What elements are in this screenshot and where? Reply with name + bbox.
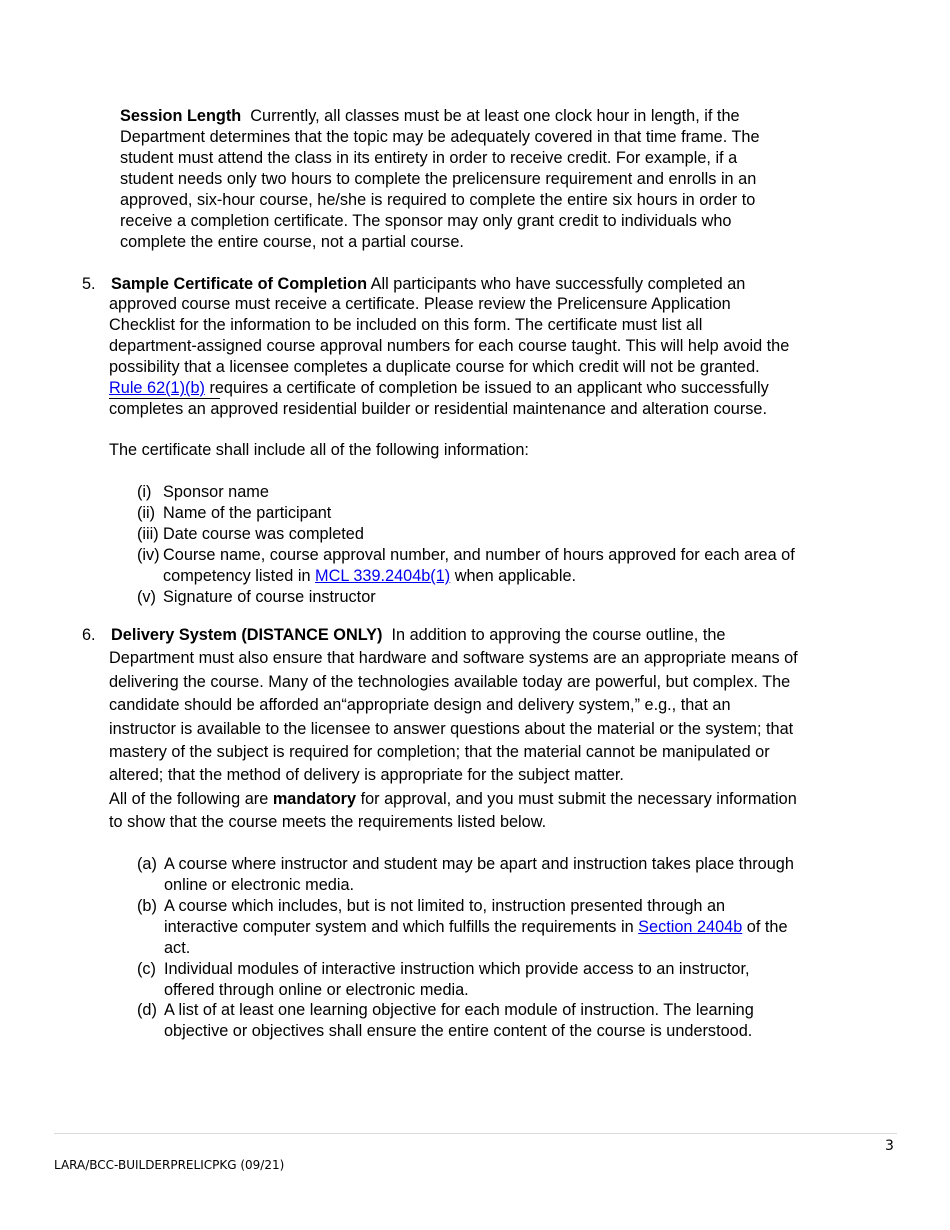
item-5-line-6: Rule 62(1)(b) requires a certificate of completion be issued to an applicant who successfully	[109, 379, 769, 397]
list-item-label: (iii)	[137, 525, 159, 543]
item-5-line-2: approved course must receive a certificate. Please review the Prelicensure Application	[109, 295, 731, 313]
list-item-label: (i)	[137, 483, 152, 501]
list-item-label: (d)	[137, 1001, 157, 1019]
item-6-line-2: Department must also ensure that hardware and software systems are an appropriate means of	[109, 649, 798, 667]
list-item-label: (a)	[137, 855, 157, 873]
session-length-line-3: student must attend the class in its entirety in order to receive credit. For example, if a	[120, 149, 738, 167]
list-item-continuation: online or electronic media.	[164, 876, 355, 894]
item-6-line-4: candidate should be afforded an“appropriate design and delivery system,” e.g., that an	[109, 696, 731, 714]
list-item-label: (b)	[137, 897, 157, 915]
list-item-continuation: competency listed in MCL 339.2404b(1) when applicable.	[163, 567, 577, 585]
list-item: Individual modules of interactive instruction which provide access to an instructor,	[164, 960, 750, 978]
list-item: Name of the participant	[163, 504, 332, 522]
list-item: Signature of course instructor	[163, 588, 376, 606]
list-item: Date course was completed	[163, 525, 364, 543]
item-5-number: 5.	[82, 275, 96, 293]
list-item-continuation: offered through online or electronic media.	[164, 981, 469, 999]
session-length-line-4: student needs only two hours to complete the prelicensure requirement and enrolls in an	[120, 170, 757, 188]
list-item: Sponsor name	[163, 483, 269, 501]
mandatory-line-2: to show that the course meets the requirements listed below.	[109, 813, 547, 831]
list-item-continuation: act.	[164, 939, 191, 957]
item-6-heading: Delivery System (DISTANCE ONLY)	[111, 626, 383, 644]
item-6-line-6: mastery of the subject is required for completion; that the material cannot be manipulated or	[109, 743, 770, 761]
list-item-label: (ii)	[137, 504, 156, 522]
item-5-line-7: completes an approved residential builder or residential maintenance and alteration course.	[109, 400, 767, 418]
section-2404b-link[interactable]: Section 2404b	[638, 918, 743, 936]
item-5-line-5: possibility that a licensee completes a duplicate course for which credit will not be granted.	[109, 358, 760, 376]
session-length-heading: Session Length	[120, 107, 242, 125]
list-item-continuation: interactive computer system and which fulfills the requirements in Section 2404b of the	[164, 918, 788, 936]
item-6-line-5: instructor is available to the licensee to answer questions about the material or the system; that	[109, 720, 794, 738]
item-5-line-3: Checklist for the information to be included on this form. The certificate must list all	[109, 316, 703, 334]
list-item: A list of at least one learning objective for each module of instruction. The learning	[164, 1001, 754, 1019]
list-item: A course where instructor and student may be apart and instruction takes place through	[164, 855, 794, 873]
certificate-intro: The certificate shall include all of the following information:	[109, 441, 529, 459]
footer-divider	[54, 1133, 897, 1134]
item-6-line-1: Delivery System (DISTANCE ONLY) In addition to approving the course outline, the	[111, 626, 726, 644]
mcl-339-2404b-link[interactable]: MCL 339.2404b(1)	[315, 567, 451, 585]
item-5-heading: Sample Certificate of Completion	[111, 275, 368, 293]
mandatory-emphasis: mandatory	[272, 790, 357, 808]
item-5-line-1: Sample Certificate of Completion All participants who have successfully completed an	[111, 275, 746, 293]
rule-62-link[interactable]: Rule 62(1)(b)	[109, 379, 205, 397]
session-length-line-1: Session Length Currently, all classes must be at least one clock hour in length, if the	[120, 107, 740, 125]
item-6-number: 6.	[82, 626, 96, 644]
page-number: 3	[885, 1138, 894, 1154]
list-item-label: (v)	[137, 588, 156, 606]
session-length-line-6: receive a completion certificate. The sponsor may only grant credit to individuals who	[120, 212, 732, 230]
item-5-line-4: department-assigned course approval numbers for each course taught. This will help avoid the	[109, 337, 790, 355]
list-item-label: (iv)	[137, 546, 160, 564]
list-item-continuation: objective or objectives shall ensure the entire content of the course is understood.	[164, 1022, 753, 1040]
form-code: LARA/BCC-BUILDERPRELICPKG (09/21)	[54, 1158, 285, 1172]
list-item-label: (c)	[137, 960, 156, 978]
mandatory-line-1: All of the following are mandatory for approval, and you must submit the necessary information	[109, 790, 797, 808]
list-item: Course name, course approval number, and number of hours approved for each area of	[163, 546, 795, 564]
list-item: A course which includes, but is not limited to, instruction presented through an	[164, 897, 726, 915]
session-length-line-7: complete the entire course, not a partial course.	[120, 233, 464, 251]
session-length-line-2: Department determines that the topic may be adequately covered in that time frame. The	[120, 128, 760, 146]
item-6-line-7: altered; that the method of delivery is appropriate for the subject matter.	[109, 766, 624, 784]
session-length-line-5: approved, six-hour course, he/she is required to complete the entire six hours in order to	[120, 191, 756, 209]
item-6-line-3: delivering the course. Many of the technologies available today are powerful, but complex. The	[109, 673, 791, 691]
